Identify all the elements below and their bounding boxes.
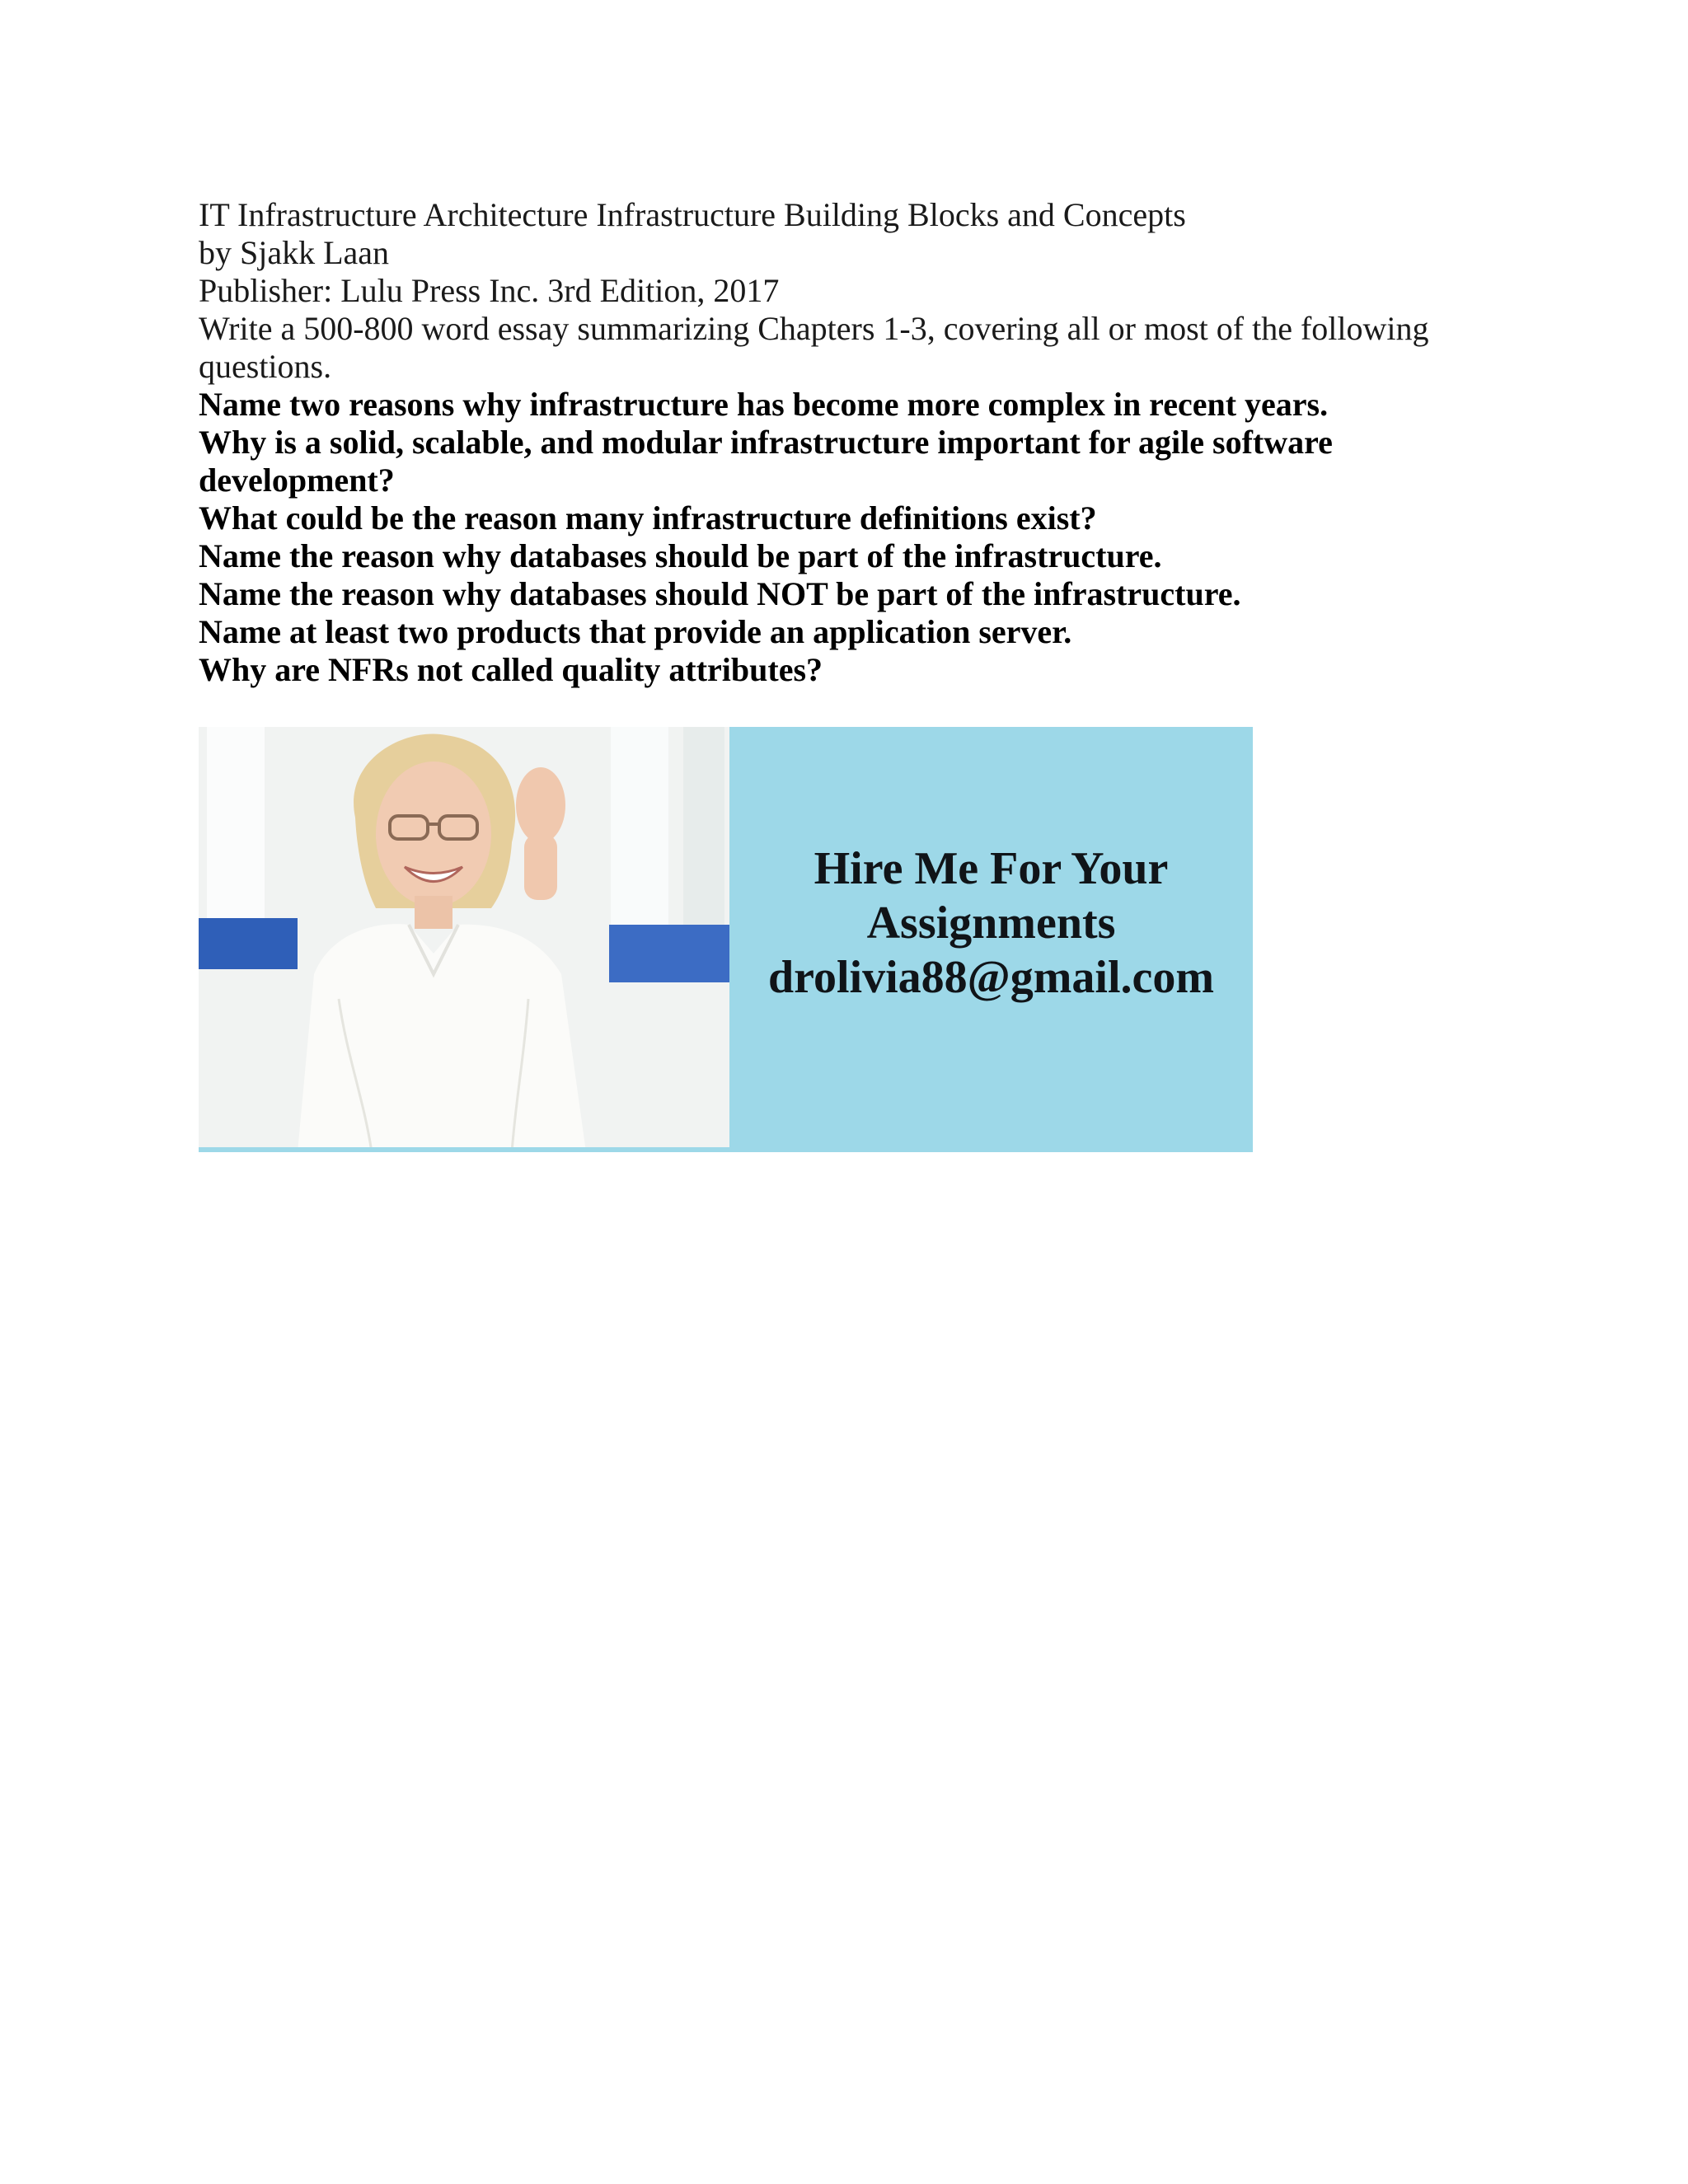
ad-line-hire: Hire Me For Your: [814, 843, 1169, 894]
essay-instruction: Write a 500-800 word essay summarizing Chapters 1-3, covering all or most of the following questions.: [199, 310, 1429, 385]
question-7: Why are NFRs not called quality attributes?: [199, 651, 823, 688]
book-author: by Sjakk Laan: [199, 234, 390, 271]
hire-me-banner: [199, 727, 1253, 1152]
question-2: Why is a solid, scalable, and modular infrastructure important for agile software development?: [199, 424, 1333, 499]
woman-illustration-icon: [199, 727, 729, 1152]
question-3: What could be the reason many infrastructure definitions exist?: [199, 499, 1097, 537]
question-1: Name two reasons why infrastructure has become more complex in recent years.: [199, 386, 1329, 423]
question-4: Name the reason why databases should be part of the infrastructure.: [199, 537, 1162, 574]
ad-line-assignments: Assignments: [866, 898, 1116, 949]
ad-email: drolivia88@gmail.com: [767, 952, 1215, 1003]
book-publisher: Publisher: Lulu Press Inc. 3rd Edition, 2017: [199, 272, 780, 309]
assignment-text: [199, 196, 1501, 689]
book-title: IT Infrastructure Architecture Infrastructure Building Blocks and Concepts: [199, 196, 1186, 233]
question-6: Name at least two products that provide an application server.: [199, 613, 1072, 650]
question-5: Name the reason why databases should NOT be part of the infrastructure.: [199, 575, 1241, 612]
banner-bottom-strip: [199, 1147, 1253, 1152]
ad-text: [729, 727, 1253, 1152]
smiling-woman-photo: [199, 727, 729, 1152]
